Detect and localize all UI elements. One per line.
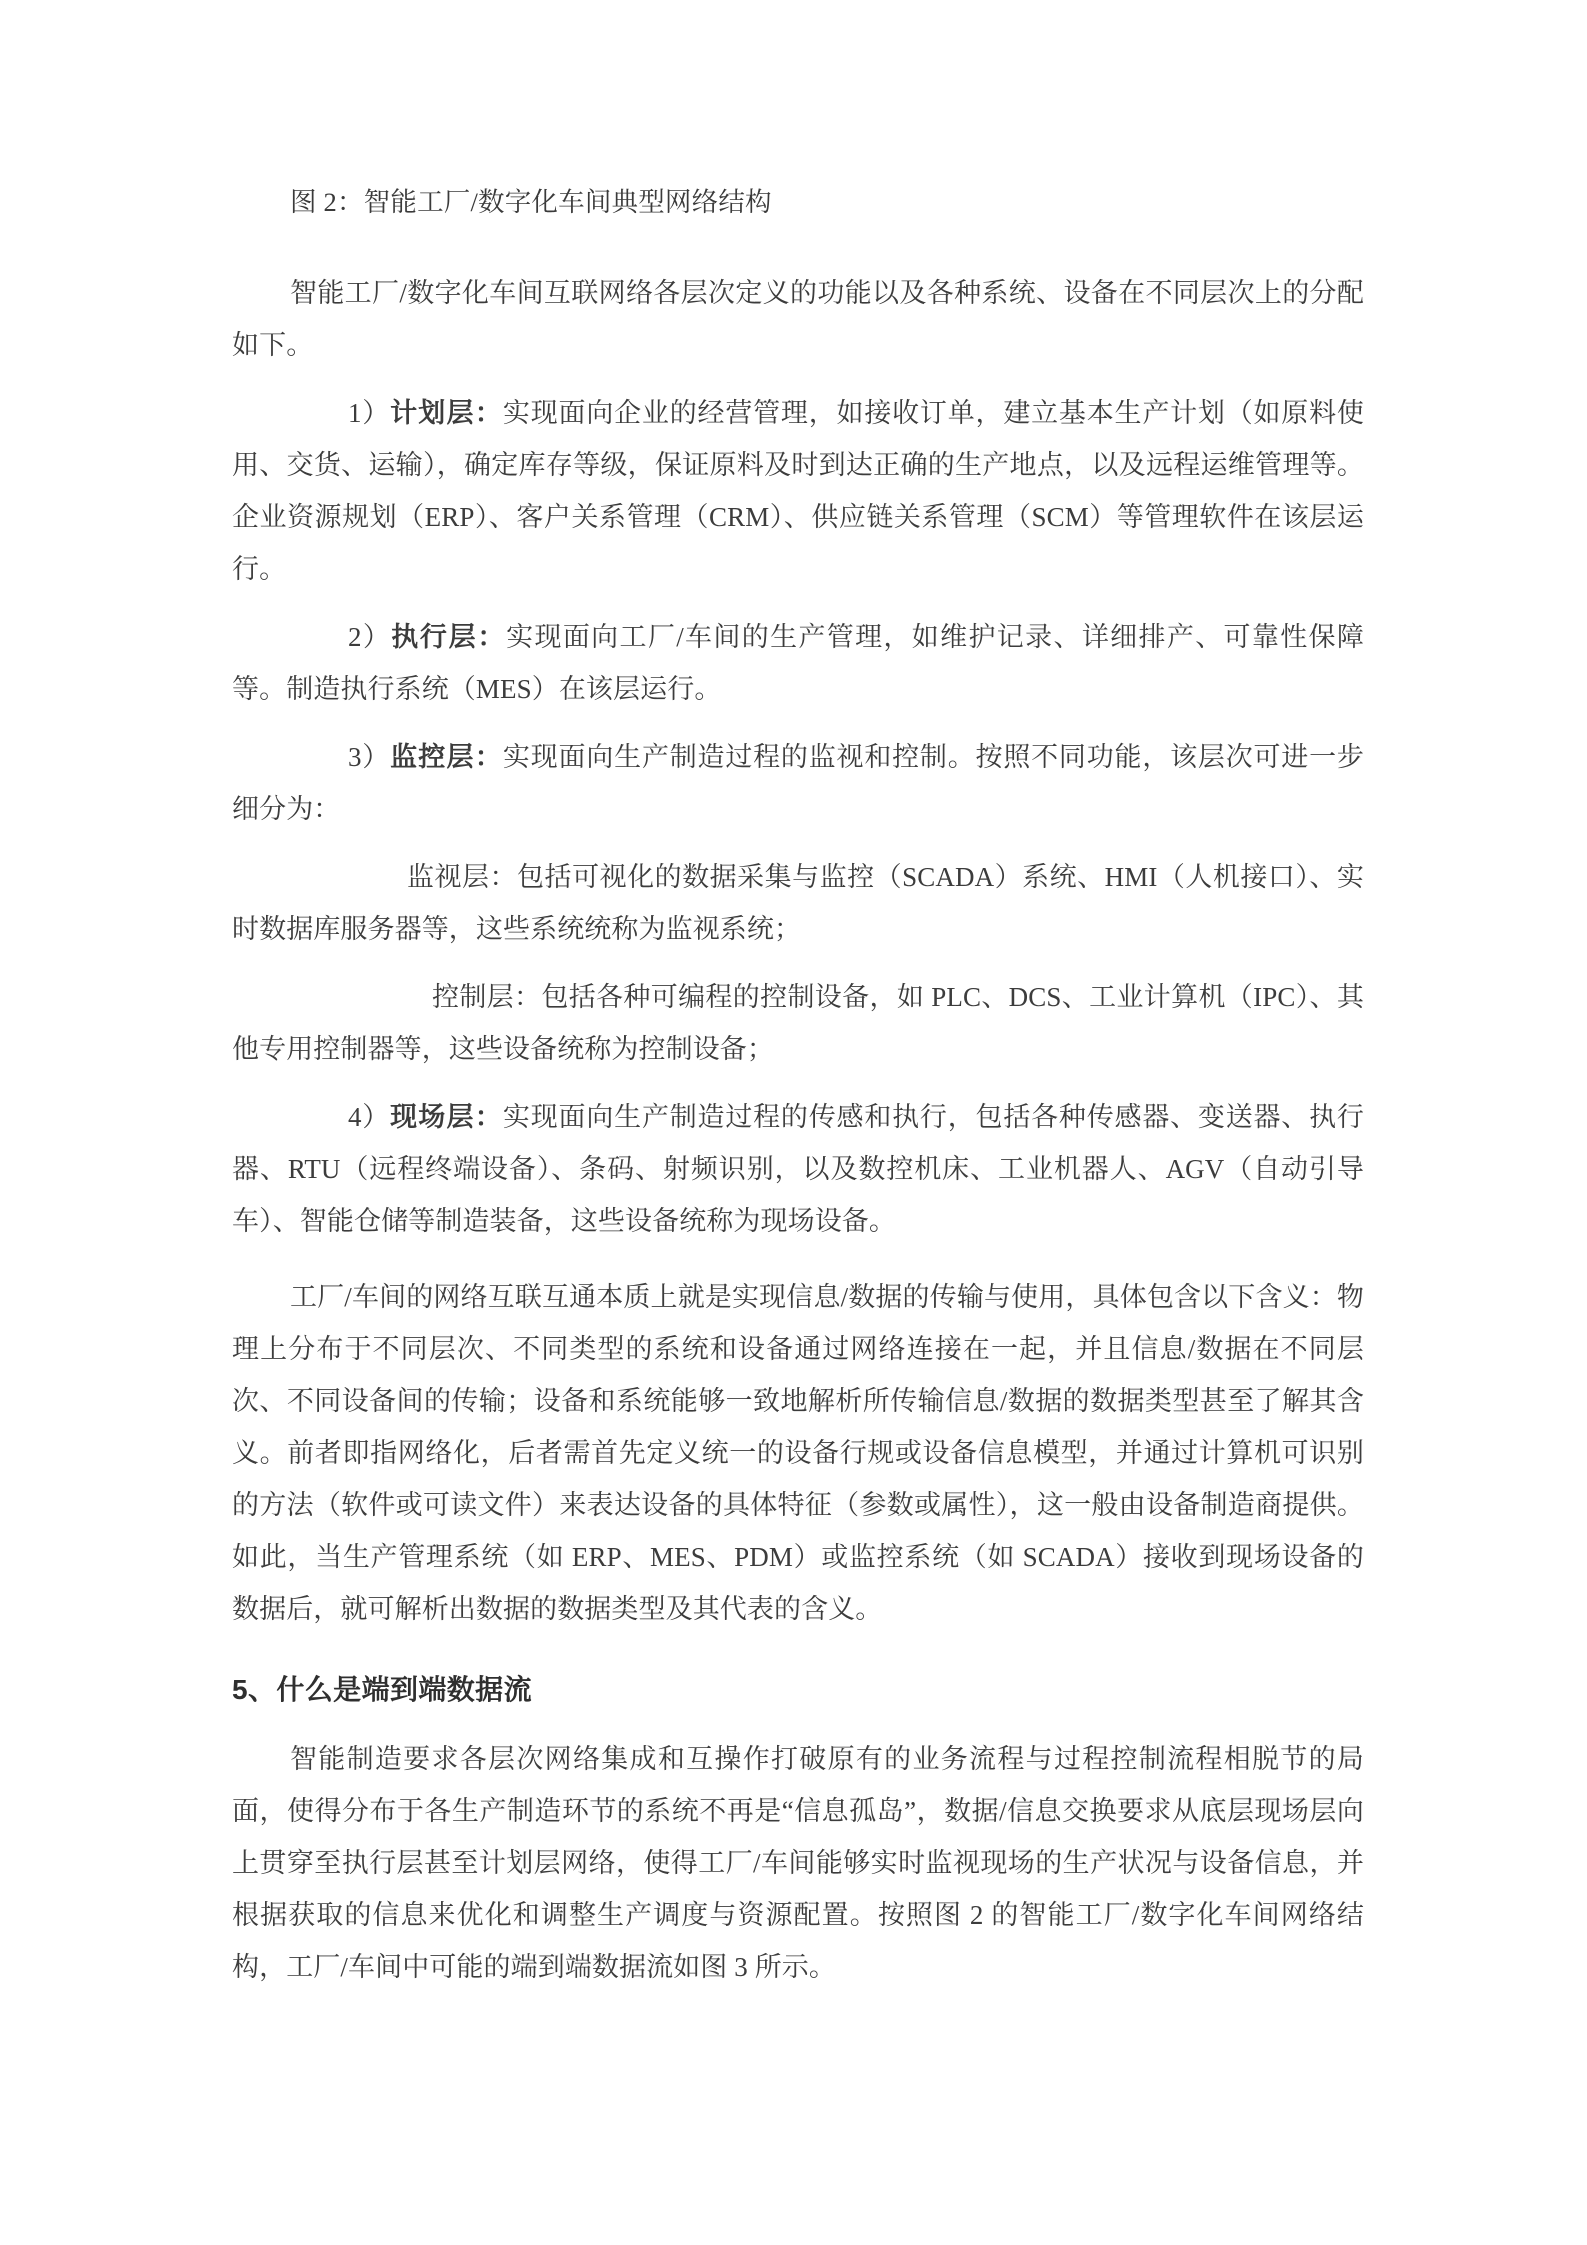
sublayer-1-body: 包括可视化的数据采集与监控（SCADA）系统、HMI（人机接口）、实时数据库服务器等，这些系统统称为监视系统； bbox=[232, 862, 1364, 945]
layer-2-number: 2） bbox=[348, 622, 392, 653]
layer-item-4 bbox=[232, 1091, 1364, 1247]
interoperability-paragraph: 工厂/车间的网络互联互通本质上就是实现信息/数据的传输与使用，具体包含以下含义：物理上分布于不同层次、不同类型的系统和设备通过网络连接在一起，并且信息/数据在不同层次、不同设备间的传输；设备和系统能够一致地解析所传输信息/数据的数据类型甚至了解其含义。前者即指网络化，后者需首先定义统一的设备行规或设备信息模型，并通过计算机可识别的方法（软件或可读文件）来表达设备的具体特征（参数或属性），这一般由设备制造商提供。如此，当生产管理系统（如 ERP、MES、PDM）或监控系统（如 SCADA）接收到现场设备的数据后，就可解析出数据的数据类型及其代表的含义。 bbox=[232, 1282, 1364, 1625]
layer-item-1 bbox=[232, 387, 1364, 595]
page-content bbox=[232, 182, 1364, 2003]
layer-item-2 bbox=[232, 611, 1364, 715]
layer-4-body: 实现面向生产制造过程的传感和执行，包括各种传感器、变送器、执行器、RTU（远程终端设备）、条码、射频识别，以及数控机床、工业机器人、AGV（自动引导车）、智能仓储等制造装备，这些设备统称为现场设备。 bbox=[232, 1102, 1365, 1237]
layer-1-number: 1） bbox=[348, 398, 391, 429]
layer-1-body: 实现面向企业的经营管理，如接收订单，建立基本生产计划（如原料使用、交货、运输），确定库存等级，保证原料及时到达正确的生产地点，以及远程运维管理等。企业资源规划（ERP）、客户关系管理（CRM）、供应链关系管理（SCM）等管理软件在该层运行。 bbox=[232, 398, 1365, 585]
layer-3-body: 实现面向生产制造过程的监视和控制。按照不同功能，该层次可进一步细分为： bbox=[232, 742, 1365, 825]
layer-4-number: 4） bbox=[348, 1102, 391, 1133]
sublayer-2-title: 控制层： bbox=[432, 982, 542, 1013]
layer-2-title: 执行层： bbox=[391, 622, 507, 653]
spacer bbox=[232, 1257, 1364, 1271]
layer-2-body: 实现面向工厂/车间的生产管理，如维护记录、详细排产、可靠性保障等。制造执行系统（MES）在该层运行。 bbox=[232, 622, 1364, 705]
sublayer-item-control bbox=[232, 971, 1364, 1075]
sublayer-1-title: 监视层： bbox=[407, 862, 518, 893]
intro-paragraph: 智能工厂/数字化车间互联网络各层次定义的功能以及各种系统、设备在不同层次上的分配如下。 bbox=[232, 278, 1364, 361]
sublayer-2-body: 包括各种可编程的控制设备，如 PLC、DCS、工业计算机（IPC）、其他专用控制器等，这些设备统称为控制设备； bbox=[232, 982, 1364, 1065]
section-5-heading: 5、什么是端到端数据流 bbox=[232, 1674, 532, 1706]
layer-3-number: 3） bbox=[348, 742, 391, 773]
layer-item-3 bbox=[232, 731, 1364, 835]
layer-1-title: 计划层： bbox=[390, 398, 503, 429]
figure-caption: 图 2：智能工厂/数字化车间典型网络结构 bbox=[290, 187, 772, 217]
section-5-paragraph: 智能制造要求各层次网络集成和互操作打破原有的业务流程与过程控制流程相脱节的局面，使得分布于各生产制造环节的系统不再是“信息孤岛”，数据/信息交换要求从底层现场层向上贯穿至执行层甚至计划层网络，使得工厂/车间能够实时监视现场的生产状况与设备信息，并根据获取的信息来优化和调整生产调度与资源配置。按照图 2 的智能工厂/数字化车间网络结构，工厂/车间中可能的端到端数据流如图 3 所示。 bbox=[232, 1744, 1364, 1983]
layer-4-title: 现场层： bbox=[390, 1102, 503, 1133]
layer-3-title: 监控层： bbox=[390, 742, 503, 773]
sublayer-item-monitor bbox=[232, 851, 1364, 955]
